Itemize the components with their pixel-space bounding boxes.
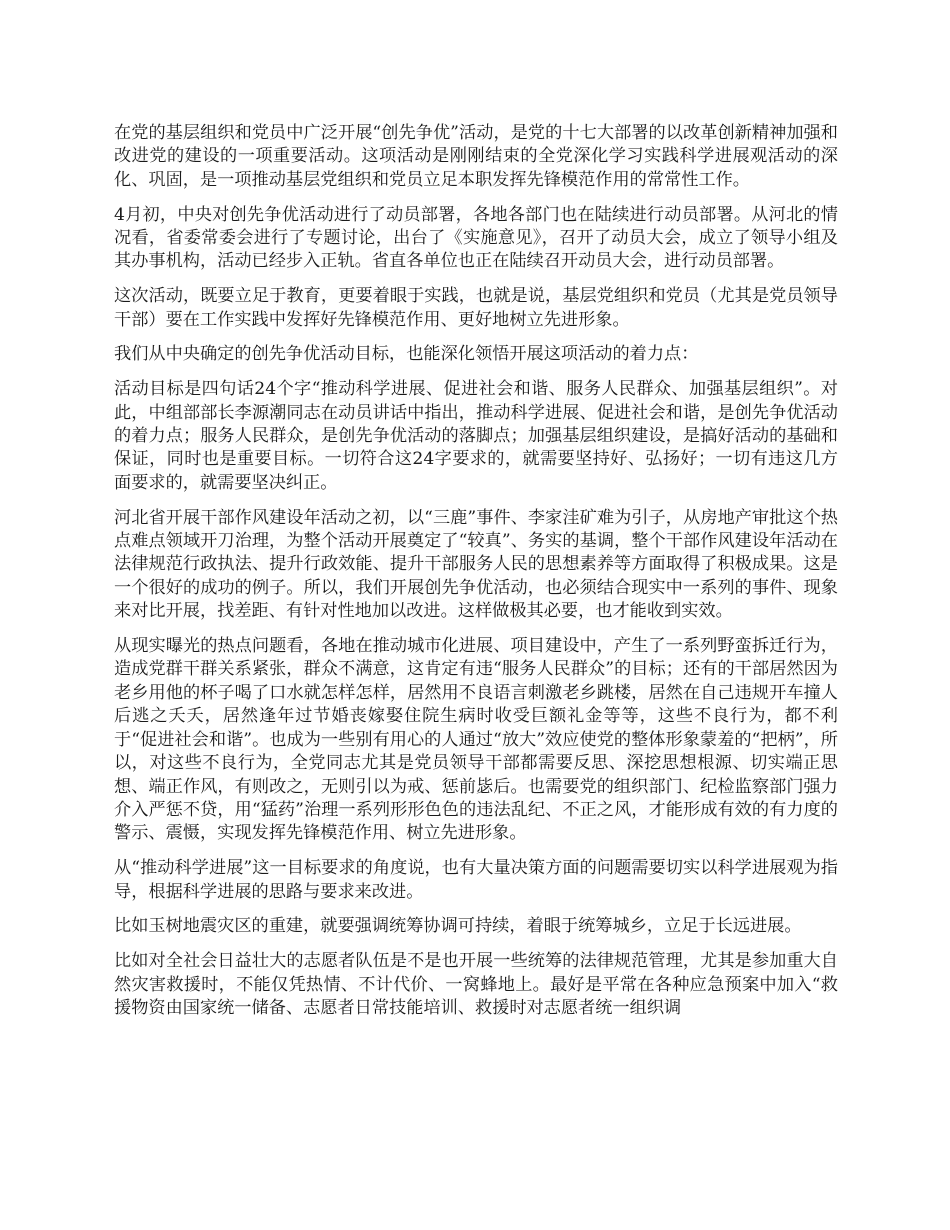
paragraph-3: 这次活动，既要立足于教育，更要着眼于实践，也就是说，基层党组织和党员（尤其是党员领导干部）要在工作实践中发挥好先锋模范作用、更好地树立先进形象。	[114, 286, 838, 330]
paragraph-5: 活动目标是四句话24个字“推动科学进展、促进社会和谐、服务人民群众、加强基层组织”。对此，中组部部长李源潮同志在动员讲话中指出，推动科学进展、促进社会和谐，是创先争优活动的着力点；服务人民群众，是创先争优活动的落脚点；加强基层组织建设，是搞好活动的基础和保证，同时也是重要目标。一切符合这24字要求的，就需要坚持好、弘扬好；一切有违这几方面要求的，就需要坚决纠正。	[114, 379, 838, 493]
paragraph-6: 河北省开展干部作风建设年活动之初，以“三鹿”事件、李家洼矿难为引子，从房地产审批这个热点难点领域开刀治理，为整个活动开展奠定了“较真”、务实的基调，整个干部作风建设年活动在法律规范行政执法、提升行政效能、提升干部服务人民的思想素养等方面取得了积极成果。这是一个很好的成功的例子。所以，我们开展创先争优活动，也必须结合现实中一系列的事件、现象来对比开展，找差距、有针对性地加以改进。这样做极其必要，也才能收到实效。	[114, 507, 838, 622]
paragraph-1: 在党的基层组织和党员中广泛开展“创先争优”活动，是党的十七大部署的以改革创新精神加强和改进党的建设的一项重要活动。这项活动是刚刚结束的全党深化学习实践科学进展观活动的深化、巩固，是一项推动基层党组织和党员立足本职发挥先锋模范作用的常常性工作。	[114, 123, 838, 190]
paragraph-8: 从“推动科学进展”这一目标要求的角度说，也有大量决策方面的问题需要切实以科学进展观为指导，根据科学进展的思路与要求来改进。	[114, 858, 838, 902]
document-body	[114, 122, 838, 1032]
paragraph-9: 比如玉树地震灾区的重建，就要强调统筹协调可持续，着眼于统筹城乡，立足于长远进展。	[114, 916, 802, 937]
paragraph-4: 我们从中央确定的创先争优活动目标，也能深化领悟开展这项活动的着力点：	[114, 344, 699, 365]
paragraph-10: 比如对全社会日益壮大的志愿者队伍是不是也开展一些统筹的法律规范管理，尤其是参加重大自然灾害救援时，不能仅凭热情、不计代价、一窝蜂地上。最好是平常在各种应急预案中加入“救援物资由国家统一储备、志愿者日常技能培训、救援时对志愿者统一组织调	[114, 951, 838, 1018]
paragraph-2: 4月初，中央对创先争优活动进行了动员部署，各地各部门也在陆续进行动员部署。从河北的情况看，省委常委会进行了专题讨论，出台了《实施意见》，召开了动员大会，成立了领导小组及其办事机构，活动已经步入正轨。省直各单位也正在陆续召开动员大会，进行动员部署。	[114, 204, 838, 272]
paragraph-7: 从现实曝光的热点问题看，各地在推动城市化进展、项目建设中，产生了一系列野蛮拆迁行为，造成党群干群关系紧张，群众不满意，这肯定有违“服务人民群众”的目标；还有的干部居然因为老乡用他的杯子喝了口水就怎样怎样，居然用不良语言刺激老乡跳楼，居然在自己违规开车撞人后逃之夭夭，居然逢年过节婚丧嫁娶住院生病时收受巨额礼金等等，这些不良行为，都不利于“促进社会和谐”。也成为一些别有用心的人通过“放大”效应使党的整体形象蒙羞的“把柄”，所以，对这些不良行为，全党同志尤其是党员领导干部都需要反思、深挖思想根源、切实端正思想、端正作风，有则改之，无则引以为戒、惩前毖后。也需要党的组织部门、纪检监察部门强力介入严惩不贷，用“猛药”治理一系列形形色色的违法乱纪、不正之风，才能形成有效的有力度的警示、震慑，实现发挥先锋模范作用、树立先进形象。	[114, 636, 838, 844]
